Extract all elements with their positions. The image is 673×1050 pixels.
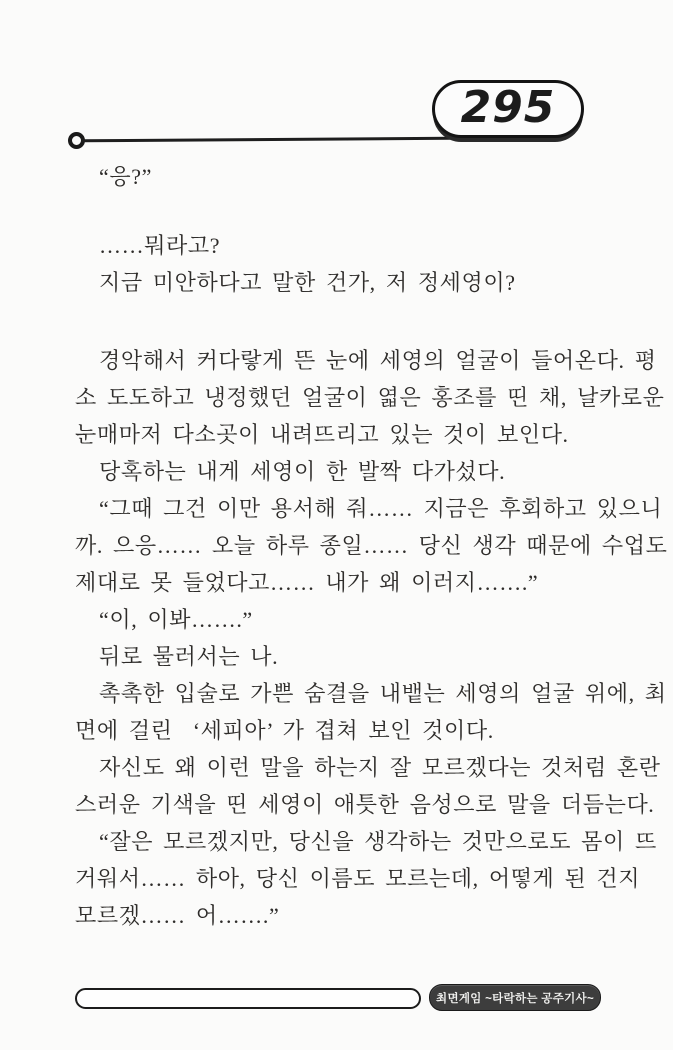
page-number-pill [432, 80, 584, 138]
text-line: 자신도 왜 이런 말을 하는지 잘 모르겠다는 것처럼 혼란 [99, 755, 661, 780]
text-line: 까. 으응…… 오늘 하루 종일…… 당신 생각 때문에 수업도 [75, 533, 668, 558]
footer-blank-bar [75, 988, 421, 1009]
paragraph-block [75, 227, 605, 301]
text-line: 촉촉한 입술로 가쁜 숨결을 내뱉는 세영의 얼굴 위에, 최 [99, 681, 667, 706]
text-line: 당혹하는 내게 세영이 한 발짝 다가섰다. [99, 459, 506, 484]
text-line: “그때 그건 이만 용서해 줘…… 지금은 후회하고 있으니 [99, 496, 663, 521]
body-text [75, 158, 668, 934]
book-title: 최면게임 ~타락하는 공주기사~ [436, 992, 594, 1005]
text-line: ……뭐라고? [99, 233, 221, 258]
text-line: 제대로 못 들었다고…… 내가 왜 이러지…….” [75, 570, 539, 595]
page-number: 295 [460, 82, 556, 133]
text-line: 경악해서 커다랗게 뜬 눈에 세영의 얼굴이 들어온다. 평 [99, 348, 657, 373]
text-line: 소 도도하고 냉정했던 얼굴이 엷은 홍조를 띤 채, 날카로운 [75, 385, 665, 410]
paragraph-block [75, 158, 605, 195]
footer-title-badge [429, 984, 601, 1011]
paragraph-block [75, 342, 668, 934]
text-line: 면에 걸린 ‘세피아’ 가 겹쳐 보인 것이다. [75, 718, 494, 743]
text-line: 스러운 기색을 띤 세영이 애틋한 음성으로 말을 더듬는다. [75, 792, 655, 817]
text-line: 거워서…… 하아, 당신 이름도 모르는데, 어떻게 된 건지 [75, 866, 641, 891]
text-line: 지금 미안하다고 말한 건가, 저 정세영이? [99, 270, 516, 295]
text-line: 뒤로 물러서는 나. [99, 644, 279, 669]
header-rule [82, 137, 450, 142]
text-line: 눈매마저 다소곳이 내려뜨리고 있는 것이 보인다. [75, 422, 569, 447]
text-line: “잘은 모르겠지만, 당신을 생각하는 것만으로도 몸이 뜨 [99, 829, 657, 854]
text-line: “응?” [99, 164, 152, 189]
text-line: “이, 이봐…….” [99, 607, 253, 632]
text-line: 모르겠…… 어…….” [75, 903, 280, 928]
